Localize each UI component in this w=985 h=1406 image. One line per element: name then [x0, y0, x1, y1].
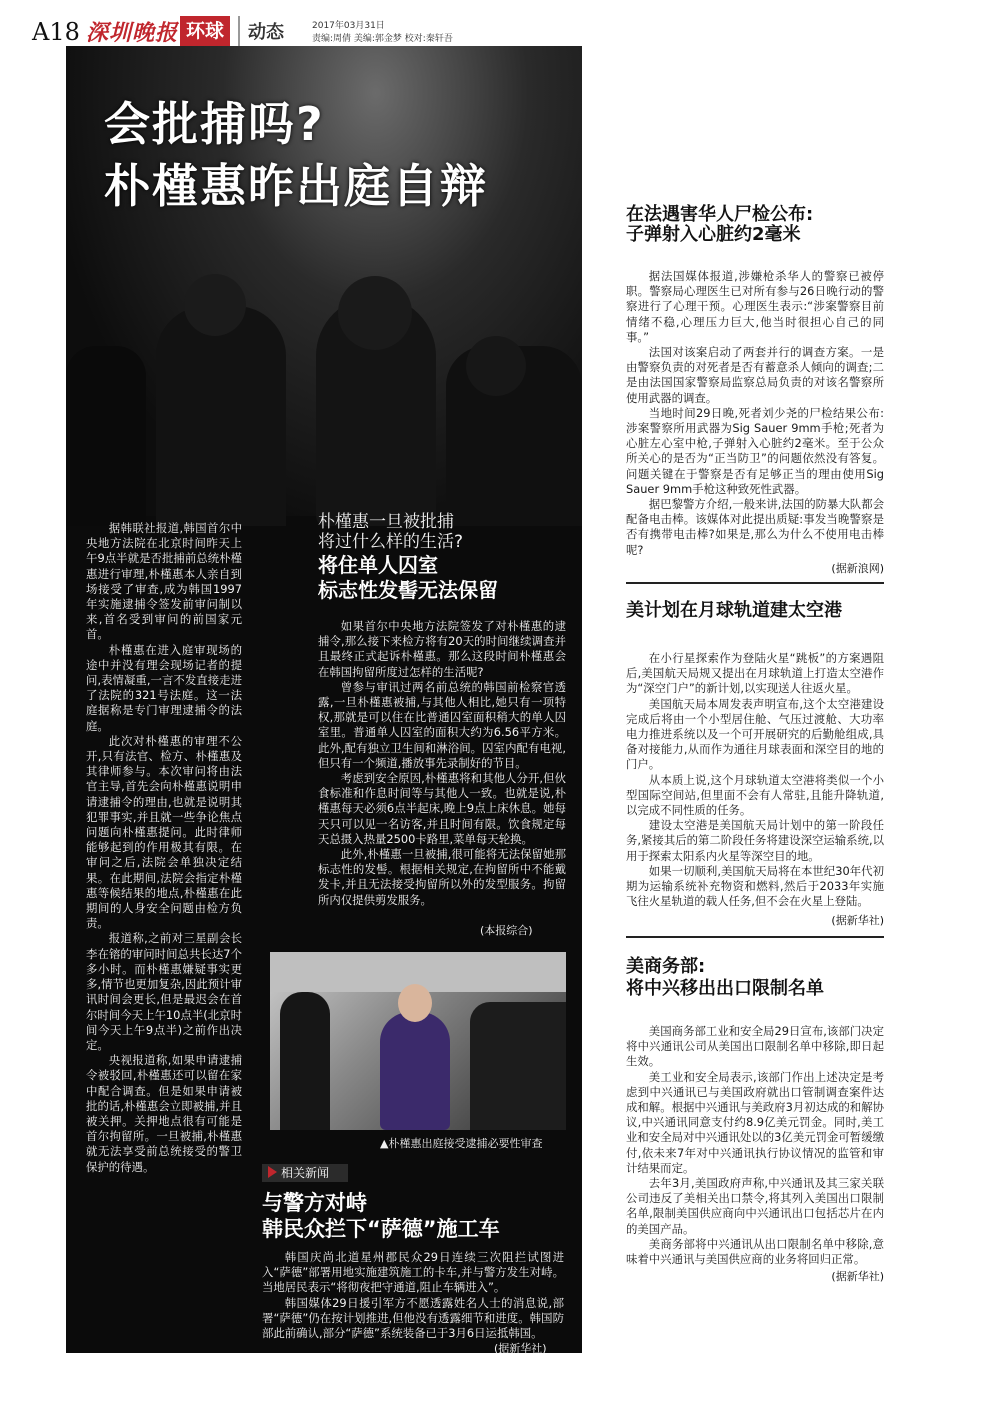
source-credit: (据新华社) [831, 914, 884, 927]
sub-question [318, 512, 463, 552]
story3-body [626, 1024, 884, 1270]
paragraph: 韩国庆尚北道星州郡民众29日连续三次阻拦试图进入“萨德”部署用地实施建筑施工的卡车,并与警方发生对峙。当地居民表示“将彻夜把守通道,阻止车辆进入”。 [262, 1250, 564, 1295]
paragraph: 建设太空港是美国航天局计划中的第一阶段任务,紧接其后的第二阶段任务将建设深空运输系统,以用于探索太阳系内火星等深空目的地。 [626, 818, 884, 863]
paragraph: 如果首尔中央地方法院签发了对朴槿惠的逮捕令,那么接下来检方将有20天的时间继续调查并且最终正式起诉朴槿惠。那么这段时间朴槿惠会在韩国拘留所度过怎样的生活呢? [318, 619, 566, 679]
source-credit: (据新华社) [494, 1342, 547, 1355]
paragraph: 考虑到安全原因,朴槿惠将和其他人分开,但伙食标准和作息时间等与其他人一致。也就是说,朴槿惠每天必须6点半起床,晚上9点上床休息。她每天只可以见一名访客,并且时间有限。饮食规定每天总摄入热量2500卡路里,菜单每天轮换。 [318, 771, 566, 846]
divider [626, 582, 884, 584]
paragraph: 据法国媒体报道,涉嫌枪杀华人的警察已被停职。警察局心理医生已对所有参与26日晚行动的警察进行了心理干预。心理医生表示:“涉案警察目前情绪不稳,心理压力巨大,他当时很担心自己的同事。” [626, 269, 884, 344]
paragraph: 据巴黎警方介绍,一般来讲,法国的防暴大队都会配备电击棒。该媒体对此提出质疑:事发当晚警察是否有携带电击棒?如果是,那么为什么不使用电击棒呢? [626, 497, 884, 557]
paragraph: 此次对朴槿惠的审理不公开,只有法官、检方、朴槿惠及其律师参与。本次审问将由法官主导,首先会向朴槿惠说明申请逮捕令的理由,也就是说明其犯罪事实,并且就一些争论焦点问题向朴槿惠提问。此时律师能够起到的作用极其有限。在审问之后,法院会单独决定结果。在此期间,法院会指定朴槿惠等候结果的地点,朴槿惠在此期间的人身安全问题由检方负责。 [86, 733, 242, 931]
paragraph: 韩国媒体29日援引军方不愿透露姓名人士的消息说,部署“萨德”仍在按计划推进,但他没有透露细节和进度。韩国防部此前确认,部分“萨德”系统装备已于3月6日运抵韩国。 [262, 1295, 564, 1341]
related-news-body [262, 1250, 564, 1342]
paragraph: 据韩联社报道,韩国首尔中央地方法院在北京时间昨天上午9点半就是否批捕前总统朴槿惠进行审理,朴槿惠本人亲自到场接受了审查,成为韩国1997年实施逮捕令签发前审问制以来,首名受到审问的前国家元首。 [86, 521, 242, 642]
source-credit: (据新华社) [831, 1270, 884, 1283]
issue-date: 2017年03月31日 [312, 21, 385, 31]
sub-headline-line2: 标志性发髻无法保留 [318, 578, 498, 602]
story2-body [626, 651, 884, 909]
paragraph: 如果一切顺利,美国航天局将在本世纪30年代初期为运输系统补充物资和燃料,然后于2033年实施飞往火星轨道的载人任务,但不会在火星上登陆。 [626, 863, 884, 909]
paragraph: 美国航天局本周发表声明宣布,这个太空港建设完成后将由一个小型居住舱、气压过渡舱、大功率电力推进系统以及一个可开展研究的后勤舱组成,具备对接能力,从而作为通往月球表面和深空目的地的门户。 [626, 696, 884, 772]
related-headline-line2: 韩民众拦下“萨德”施工车 [262, 1217, 500, 1241]
sub-section-label: 动态 [248, 22, 284, 43]
story1-headline-line2: 子弹射入心脏约2毫米 [626, 224, 801, 245]
story3-headline-line1: 美商务部: [626, 956, 706, 977]
main-headline-line2: 朴槿惠昨出庭自辩 [104, 159, 488, 213]
newspaper-logo: 深圳晚报 [86, 20, 179, 46]
paragraph: 曾参与审讯过两名前总统的韩国前检察官透露,一旦朴槿惠被捕,与其他人相比,她只有一项特权,那就是可以住在比普通囚室面积稍大的单人囚室里。普通单人囚室的面积大约为6.56平方米。此外,配有独立卫生间和淋浴间。囚室内配有电视,但只有一个频道,播放事先录制好的节目。 [318, 679, 566, 770]
main-story-mid-column [318, 619, 566, 943]
paragraph: 美商务部将中兴通讯从出口限制名单中移除,意味着中兴通讯与美国供应商的业务将回归正常。 [626, 1236, 884, 1267]
header-divider [238, 16, 240, 46]
divider [626, 936, 884, 938]
paragraph: 朴槿惠在进入庭审现场的途中并没有理会现场记者的提问,表情凝重,一言不发直接走进了法院的321号法庭。这一法庭据称是专门审理逮捕令的法庭。 [86, 642, 242, 733]
paragraph: 此外,朴槿惠一旦被捕,很可能将无法保留她那标志性的发髻。根据相关规定,在拘留所中不能戴发卡,并且无法接受拘留所以外的发型服务。拘留所内仅提供剪发服务。 [318, 847, 566, 907]
source-credit: (本报综合) [480, 924, 533, 937]
photo-caption: ▲朴槿惠出庭接受逮捕必要性审查 [380, 1137, 543, 1150]
page-number: A18 [32, 18, 80, 46]
main-story-left-column [86, 521, 242, 1297]
paragraph: 央视报道称,如果申请逮捕令被驳回,朴槿惠还可以留在家中配合调查。但是如果申请被批的话,朴槿惠会立即被捕,并且被关押。关押地点很有可能是首尔拘留所。一旦被捕,朴槿惠就无法享受前总统接受的警卫保护的待遇。 [86, 1053, 242, 1174]
related-headline-line1: 与警方对峙 [262, 1191, 367, 1215]
paragraph: 报道称,之前对三星副会长李在镕的审问时间总共长达7个多小时。而朴槿惠嫌疑事实更多,情节也更加复杂,因此预计审讯时间会更长,但是最迟会在首尔时间今天上午10点半(北京时间今天上午9点半)之前作出决定。 [86, 931, 242, 1052]
paragraph: 法国对该案启动了两套并行的调查方案。一是由警察负责的对死者是否有蓄意杀人倾向的调查;二是由法国国家警察局监察总局负责的对该名警察所使用武器的调查。 [626, 345, 884, 405]
source-credit: (据新浪网) [831, 562, 884, 575]
sub-headline [318, 553, 498, 603]
secondary-photo [270, 952, 566, 1130]
story1-body [626, 269, 884, 555]
story2-headline: 美计划在月球轨道建太空港 [626, 600, 842, 621]
paragraph: 当地时间29日晚,死者刘少尧的尸检结果公布:涉案警察所用武器为Sig Sauer 9mm手枪;死者为心脏左心室中枪,子弹射入心脏约2毫米。至于公众所关心的是否为“正当防卫”的问题依然没有答复。问题关键在于警察是否有足够正当的理由使用Sig Sauer 9mm手枪这种致死性武器。 [626, 405, 884, 496]
sub-question-line1: 朴槿惠一旦被批捕 [318, 512, 454, 532]
story1-headline-line1: 在法遇害华人尸检公布: [626, 204, 814, 225]
editor-credits: 责编:周倩 美编:郭金梦 校对:秦轩吾 [312, 34, 453, 44]
paragraph: 美工业和安全局表示,该部门作出上述决定是考虑到中兴通讯已与美国政府就出口管制调查案件达成和解。根据中兴通讯与美政府3月初达成的和解协议,中兴通讯同意支付约8.9亿美元罚金。同时,美工业和安全局对中兴通讯处以的3亿美元罚金可暂缓缴付,依未来7年对中兴通讯执行协议情况的监管和审计结果而定。 [626, 1069, 884, 1175]
triangle-icon [268, 1166, 277, 1178]
related-news-tag [262, 1164, 348, 1182]
paragraph: 在小行星探索作为登陆火星“跳板”的方案遇阻后,美国航天局规又提出在月球轨道上打造太空港作为“深空门户”的新计划,以实现送人往返火星。 [626, 651, 884, 696]
story3-headline-line2: 将中兴移出出口限制名单 [626, 978, 824, 999]
section-tag: 环球 [180, 16, 230, 46]
sub-headline-line1: 将住单人囚室 [318, 553, 438, 577]
paragraph: 去年3月,美国政府声称,中兴通讯及其三家关联公司违反了美相关出口禁令,将其列入美国出口限制名单,限制美国供应商向中兴通讯出口包括芯片在内的美国产品。 [626, 1176, 884, 1236]
sub-question-line2: 将过什么样的生活? [318, 532, 464, 552]
main-headline-line1: 会批捕吗? [104, 97, 325, 151]
related-news-label: 相关新闻 [281, 1166, 330, 1180]
paragraph: 美国商务部工业和安全局29日宣布,该部门决定将中兴通讯公司从美国出口限制名单中移除,即日起生效。 [626, 1024, 884, 1069]
paragraph: 从本质上说,这个月球轨道太空港将类似一个小型国际空间站,但里面不会有人常驻,且能升降轨道,以完成不同性质的任务。 [626, 772, 884, 818]
